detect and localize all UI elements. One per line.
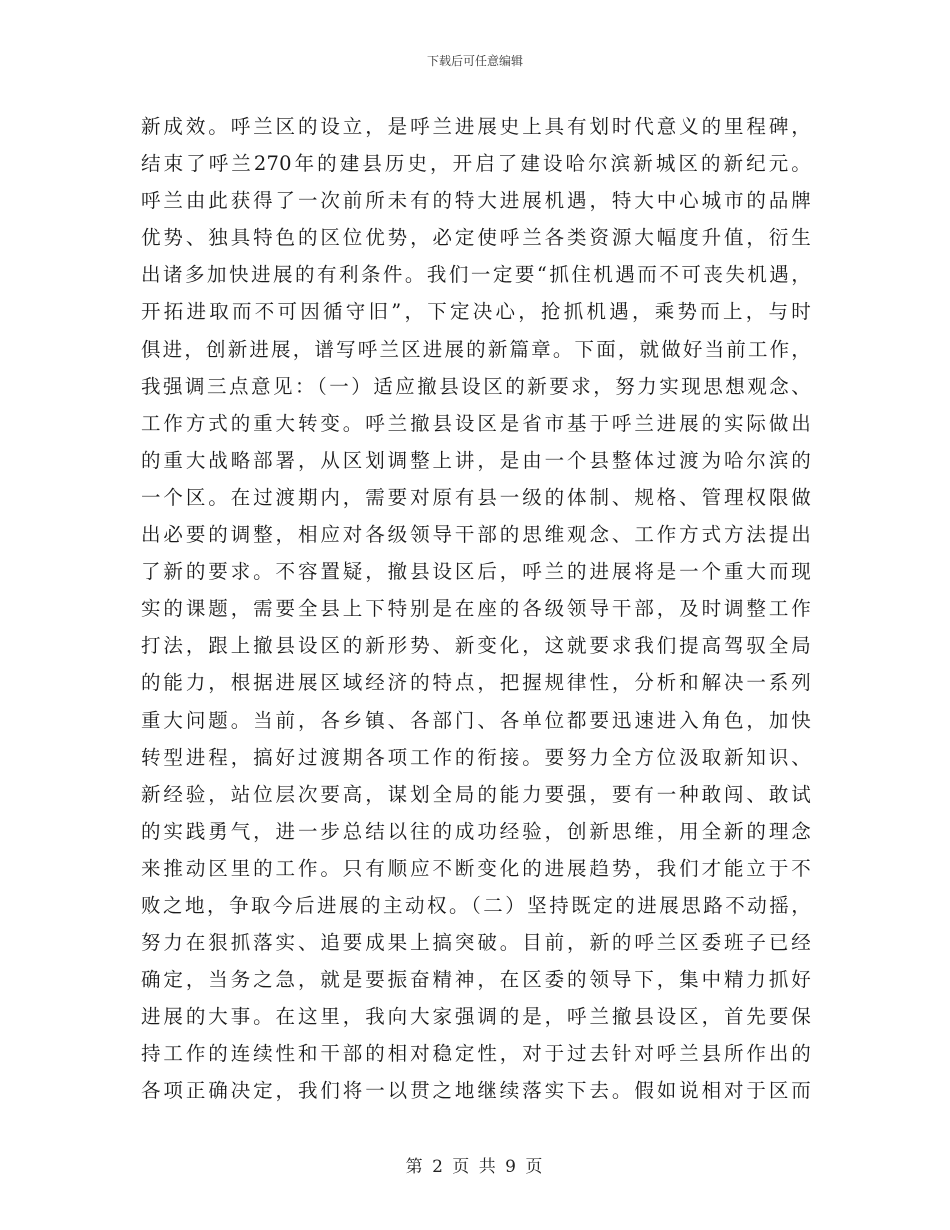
page-number-footer: 第 2 页 共 9 页 (405, 1157, 545, 1177)
body-line-19: 新经验，站位层次要高，谋划全局的能力要强，要有一种敢闯、敢试 (141, 782, 811, 806)
body-line-11: 一个区。在过渡期内，需要对原有县一级的体制、规格、管理权限做 (141, 485, 811, 509)
body-line-13: 了新的要求。不容置疑，撤县设区后，呼兰的进展将是一个重大而现 (141, 560, 811, 584)
body-line-24: 确定，当务之急，就是要振奋精神，在区委的领导下，集中精力抓好 (141, 968, 811, 992)
body-line-9: 工作方式的重大转变。呼兰撤县设区是省市基于呼兰进展的实际做出 (141, 411, 811, 435)
body-line-7: 俱进，创新进展，谱写呼兰区进展的新篇章。下面，就做好当前工作， (141, 337, 811, 361)
body-line-8: 我强调三点意见：（一）适应撤县设区的新要求，努力实现思想观念、 (141, 374, 811, 398)
page-header-note: 下载后可任意编辑 (426, 54, 523, 68)
body-line-26: 持工作的连续性和干部的相对稳定性，对于过去针对呼兰县所作出的 (141, 1042, 811, 1066)
body-line-2: 结束了呼兰270年的建县历史，开启了建设哈尔滨新城区的新纪元。 (141, 152, 811, 176)
body-line-16: 的能力，根据进展区域经济的特点，把握规律性，分析和解决一系列 (141, 671, 811, 695)
body-line-3: 呼兰由此获得了一次前所未有的特大进展机遇，特大中心城市的品牌 (141, 189, 811, 213)
body-line-25: 进展的大事。在这里，我向大家强调的是，呼兰撤县设区，首先要保 (141, 1005, 811, 1029)
document-body (141, 108, 811, 1110)
body-line-4: 优势、独具特色的区位优势，必定使呼兰各类资源大幅度升值，衍生 (141, 226, 811, 250)
body-line-17: 重大问题。当前，各乡镇、各部门、各单位都要迅速进入角色，加快 (141, 708, 811, 732)
body-line-12: 出必要的调整，相应对各级领导干部的思维观念、工作方式方法提出 (141, 523, 811, 547)
body-line-10: 的重大战略部署，从区划调整上讲，是由一个县整体过渡为哈尔滨的 (141, 448, 811, 472)
body-line-21: 来推动区里的工作。只有顺应不断变化的进展趋势，我们才能立于不 (141, 856, 811, 880)
body-line-14: 实的课题，需要全县上下特别是在座的各级领导干部，及时调整工作 (141, 597, 811, 621)
body-line-18: 转型进程，搞好过渡期各项工作的衔接。要努力全方位汲取新知识、 (141, 745, 811, 769)
body-line-27: 各项正确决定，我们将一以贯之地继续落实下去。假如说相对于区而 (141, 1079, 811, 1103)
body-line-22: 败之地，争取今后进展的主动权。（二）坚持既定的进展思路不动摇， (141, 893, 811, 917)
body-line-6: 开拓进取而不可因循守旧”，下定决心，抢抓机遇，乘势而上，与时 (141, 300, 811, 324)
body-line-5: 出诸多加快进展的有利条件。我们一定要“抓住机遇而不可丧失机遇， (141, 263, 811, 287)
body-line-23: 努力在狠抓落实、追要成果上搞突破。目前，新的呼兰区委班子已经 (141, 931, 811, 955)
body-line-20: 的实践勇气，进一步总结以往的成功经验，创新思维，用全新的理念 (141, 819, 811, 843)
body-line-15: 打法，跟上撤县设区的新形势、新变化，这就要求我们提高驾驭全局 (141, 634, 811, 658)
body-line-1: 新成效。呼兰区的设立，是呼兰进展史上具有划时代意义的里程碑， (141, 115, 811, 138)
